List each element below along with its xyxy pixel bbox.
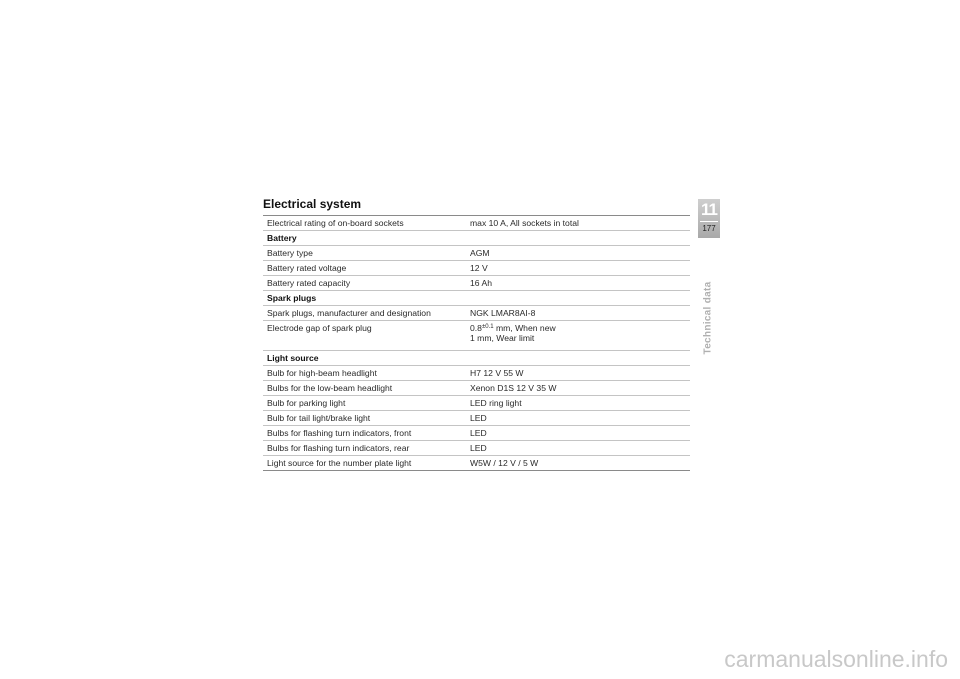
table-row bbox=[263, 306, 690, 321]
light-source-header: Light source bbox=[263, 351, 690, 366]
watermark: carmanualsonline.info bbox=[724, 646, 948, 672]
table-row bbox=[263, 276, 690, 291]
spec-label: Battery type bbox=[263, 246, 466, 261]
battery-header: Battery bbox=[263, 231, 690, 246]
spec-label: Bulb for high-beam headlight bbox=[263, 366, 466, 381]
spec-value: W5W / 12 V / 5 W bbox=[466, 456, 690, 471]
page-number: 177 bbox=[702, 224, 716, 233]
spec-label: Bulbs for flashing turn indicators, rear bbox=[263, 441, 466, 456]
spec-value: H7 12 V 55 W bbox=[466, 366, 690, 381]
spec-label: Electrode gap of spark plug bbox=[263, 321, 466, 351]
electrode-gap-tolerance: ±0.1 bbox=[481, 324, 494, 330]
table-group-header bbox=[263, 291, 690, 306]
electrical-spec-table bbox=[263, 215, 690, 471]
table-row bbox=[263, 426, 690, 441]
spec-value bbox=[466, 321, 690, 351]
electrode-gap-wear-limit: 1 mm, Wear limit bbox=[470, 333, 535, 343]
table-row bbox=[263, 441, 690, 456]
section-title: Electrical system bbox=[263, 197, 362, 211]
table-row bbox=[263, 321, 690, 351]
table-group-header bbox=[263, 231, 690, 246]
spec-label: Bulbs for flashing turn indicators, front bbox=[263, 426, 466, 441]
spec-value: 12 V bbox=[466, 261, 690, 276]
electrode-gap-base: 0.8 bbox=[470, 323, 482, 333]
spec-value: NGK LMAR8AI-8 bbox=[466, 306, 690, 321]
chapter-tab bbox=[698, 199, 720, 238]
spec-value: AGM bbox=[466, 246, 690, 261]
table-row bbox=[263, 246, 690, 261]
spec-value: 16 Ah bbox=[466, 276, 690, 291]
spec-label: Light source for the number plate light bbox=[263, 456, 466, 471]
table-row bbox=[263, 456, 690, 471]
spec-label: Bulb for tail light/brake light bbox=[263, 411, 466, 426]
chapter-divider bbox=[700, 221, 718, 222]
chapter-side-label: Technical data bbox=[702, 281, 714, 355]
chapter-number: 11 bbox=[701, 200, 717, 219]
spec-label: Battery rated capacity bbox=[263, 276, 466, 291]
table-group-header bbox=[263, 351, 690, 366]
spec-label: Bulbs for the low-beam headlight bbox=[263, 381, 466, 396]
spec-label: Spark plugs, manufacturer and designation bbox=[263, 306, 466, 321]
spec-label: Battery rated voltage bbox=[263, 261, 466, 276]
table-row bbox=[263, 411, 690, 426]
spec-value: LED bbox=[466, 426, 690, 441]
spec-value: LED ring light bbox=[466, 396, 690, 411]
spec-value: Xenon D1S 12 V 35 W bbox=[466, 381, 690, 396]
table-row bbox=[263, 261, 690, 276]
spec-label: Bulb for parking light bbox=[263, 396, 466, 411]
table-row bbox=[263, 381, 690, 396]
spark-plugs-header: Spark plugs bbox=[263, 291, 690, 306]
spec-value: LED bbox=[466, 411, 690, 426]
spec-value: LED bbox=[466, 441, 690, 456]
table-row bbox=[263, 216, 690, 231]
spec-label: Electrical rating of on-board sockets bbox=[263, 216, 466, 231]
electrode-gap-new: mm, When new bbox=[493, 323, 556, 333]
spec-value: max 10 A, All sockets in total bbox=[466, 216, 690, 231]
table-row bbox=[263, 366, 690, 381]
table-row bbox=[263, 396, 690, 411]
